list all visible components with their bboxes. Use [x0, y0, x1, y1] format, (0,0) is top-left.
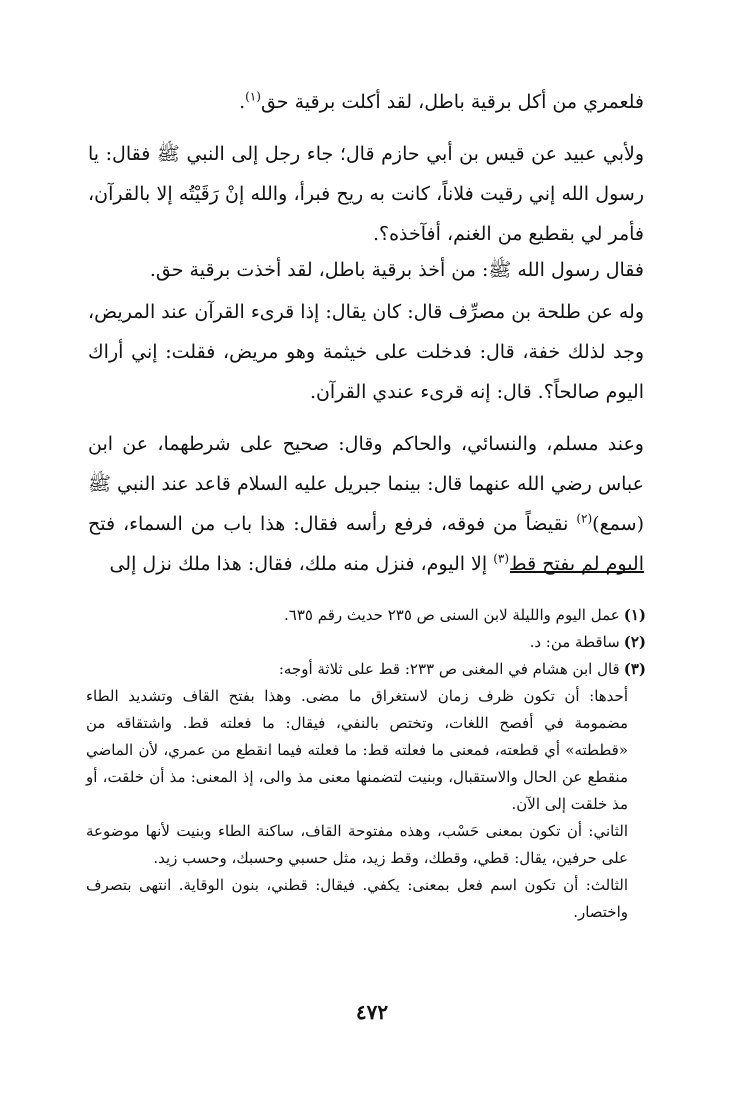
footnote-ref-1[interactable]: (١): [245, 89, 261, 104]
footnote-2-number: (٢): [623, 633, 646, 651]
footnote-separator: [510, 571, 644, 573]
footnote-3-first-meaning: أحدها: أن تكون ظرف زمان لاستغراق ما مضى. وهذا بفتح القاف وتشديد الطاء مضمومة في أفصح اللغات، وتختص بالنفي، فيقال: ما فعلته قط. واشتقاقه من «قططته» أي قطعته، فمعنى ما فعلته قط: ما فعلته فيما انقطع من عمري، لأن الماضي منقطع عن الحال والاستقبال، وبنيت لتضمنها معنى مذ والى، إذ المعنى: مذ أن خلقت، أو مذ خلقت إلى الآن.: [86, 687, 628, 813]
paragraph-1-text: فلعمري من أكل برقية باطل، لقد أكلت برقية حق: [260, 91, 644, 113]
footnote-1: [86, 602, 646, 629]
paragraph-1: [88, 82, 644, 122]
paragraph-5: [88, 424, 644, 584]
paragraph-3-text: فقال رسول الله ﷺ: من أخذ برقية باطل، لقد أخذت برقية حق.: [149, 259, 644, 281]
footnote-ref-2[interactable]: (٢): [576, 511, 593, 526]
footnote-3-number: (٣): [623, 660, 646, 678]
paragraph-5-text-c: إلا اليوم، فنزل منه ملك، فقال: هذا ملك نزل إلى: [109, 553, 494, 575]
paragraph-3: [88, 250, 644, 290]
footnote-1-number: (١): [623, 606, 646, 624]
paragraph-2-text: ولأبي عبيد عن قيس بن أبي حازم قال؛ جاء رجل إلى النبي ﷺ فقال: يا رسول الله إني رقيت فلاناً، كانت به ريح فبرأ، والله إنْ رَقَيْتُه إلا بالقرآن، فأمر لي بقطيع من الغنم، أفآخذه؟.: [88, 143, 644, 245]
paragraph-2: [88, 134, 644, 254]
footnote-2-text: ساقطة من: د.: [529, 633, 620, 651]
paragraph-4: [88, 292, 644, 412]
footnotes: [86, 602, 646, 926]
paragraph-5-text-b: نقيضاً من فوقه، فرفع رأسه فقال: هذا باب من السماء، فتح اليوم لم يفتح قط: [88, 513, 644, 575]
footnote-1-text: عمل اليوم والليلة لابن السنى ص ٢٣٥ حديث رقم ٦٣٥.: [284, 606, 620, 624]
paragraph-1-end: .: [239, 91, 246, 113]
footnote-3-third-meaning: الثالث: أن تكون اسم فعل بمعنى: يكفي. فيقال: قطني، بنون الوقاية. انتهى بتصرف واختصار.: [86, 876, 628, 921]
paragraph-4-text: وله عن طلحة بن مصرِّف قال: كان يقال: إذا قرىء القرآن عند المريض، وجد لذلك خفة، قال: فدخلت على خيثمة وهو مريض، فقلت: إني أراك اليوم صالحاً؟. قال: إنه قرىء عندي القرآن.: [88, 301, 644, 403]
page-number: ٤٧٢: [355, 1000, 389, 1024]
footnote-3-text: قال ابن هشام في المغنى ص ٢٣٣: قط على ثلاثة أوجه:: [278, 660, 620, 678]
paragraph-5-text-a: وعند مسلم، والنسائي، والحاكم وقال: صحيح على شرطهما، عن ابن عباس رضي الله عنهما قال: بينما جبريل عليه السلام قاعد عند النبي ﷺ (سمع): [88, 433, 644, 535]
footnote-3-second-meaning: الثاني: أن تكون بمعنى حَسْب، وهذه مفتوحة القاف، ساكنة الطاء وبنيت لأنها موضوعة على حرفين، يقال: قطي، وقطك، وقط زيد، مثل حسبي وحسبك، وحسب زيد.: [86, 822, 628, 867]
footnote-2: [86, 629, 646, 656]
footnote-3: [86, 656, 646, 683]
footnote-ref-3[interactable]: (٣): [493, 551, 510, 566]
